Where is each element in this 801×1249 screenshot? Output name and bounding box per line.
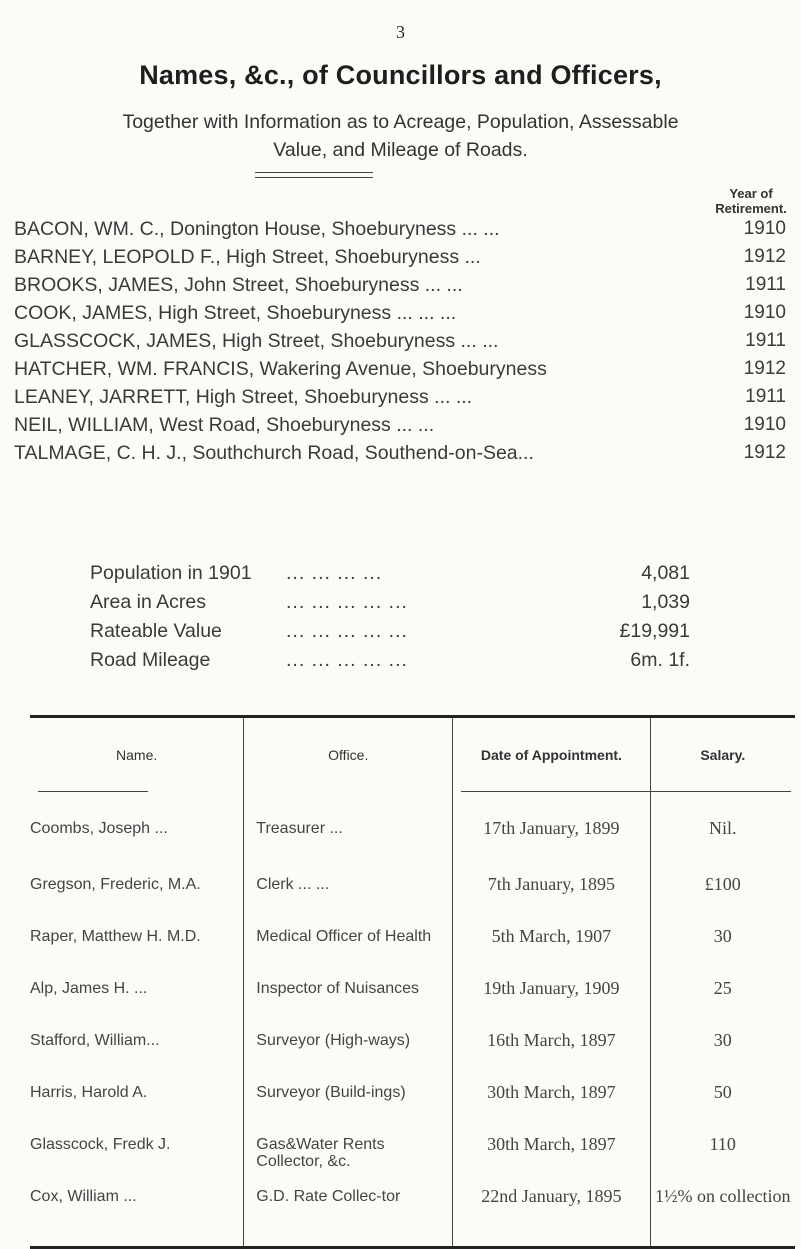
councillor-row [14, 414, 786, 442]
stat-label: Population in 1901 [90, 562, 252, 584]
officer-name: Raper, Matthew H. M.D. [30, 928, 201, 945]
councillor-entry: TALMAGE, C. H. J., Southchurch Road, Southend-on-Sea... [14, 442, 534, 464]
stat-label: Area in Acres [90, 591, 206, 613]
stat-value: £19,991 [619, 620, 690, 642]
appointment-date: 5th March, 1907 [453, 928, 650, 980]
councillor-row [14, 330, 786, 358]
councillor-entry: BROOKS, JAMES, John Street, Shoeburyness ... ... [14, 274, 463, 296]
officer-office: Surveyor (High-ways) [244, 1032, 453, 1084]
councillor-row [14, 302, 786, 330]
table-row [30, 928, 795, 980]
subtitle-line-2: Value, and Mileage of Roads. [273, 139, 528, 161]
councillor-entry: HATCHER, WM. FRANCIS, Wakering Avenue, Shoeburyness [14, 358, 547, 380]
appointment-date: 19th January, 1909 [453, 980, 650, 1032]
councillor-entry: LEANEY, JARRETT, High Street, Shoeburyness ... ... [14, 386, 473, 408]
table-row [30, 1032, 795, 1084]
appointment-date: 30th March, 1897 [453, 1084, 650, 1136]
officer-salary: 25 [650, 980, 795, 1032]
retirement-year: 1912 [743, 246, 786, 267]
retirement-year: 1911 [745, 386, 786, 407]
header-office-label: Office. [328, 747, 369, 763]
officer-name: Stafford, William... [30, 1032, 160, 1049]
councillor-entry: GLASSCOCK, JAMES, High Street, Shoeburyness ... ... [14, 330, 499, 352]
table-row [30, 876, 795, 928]
stat-value: 4,081 [641, 562, 690, 584]
officer-office: G.D. Rate Collec-tor [244, 1188, 453, 1248]
stat-value: 6m. 1f. [630, 649, 690, 671]
officer-name: Alp, James H. ... [30, 980, 148, 997]
column-header-name [30, 717, 244, 793]
officer-office: Medical Officer of Health [244, 928, 453, 980]
district-statistics [90, 562, 690, 678]
header-salary-label: Salary. [700, 747, 746, 763]
officer-salary: £100 [650, 876, 795, 928]
retirement-year: 1912 [743, 442, 786, 463]
page-subtitle [60, 108, 741, 164]
councillor-entry: BACON, WM. C., Donington House, Shoeburyness ... ... [14, 218, 500, 240]
councillor-row [14, 218, 786, 246]
stat-value: 1,039 [641, 591, 690, 613]
retirement-column-header [701, 186, 801, 216]
stat-leader-dots: ... ... ... ... ... [286, 649, 408, 671]
officer-salary: Nil. [650, 792, 795, 876]
officer-name: Harris, Harold A. [30, 1084, 148, 1101]
retirement-year: 1911 [745, 330, 786, 351]
councillor-entry: COOK, JAMES, High Street, Shoeburyness ... ... ... [14, 302, 457, 324]
appointment-date: 7th January, 1895 [453, 876, 650, 928]
header-underline [38, 791, 148, 792]
officer-salary: 110 [650, 1136, 795, 1188]
stat-row [90, 649, 690, 678]
officer-office: Clerk ... ... [244, 876, 453, 928]
stat-row [90, 620, 690, 649]
officer-name: Glasscock, Fredk J. [30, 1136, 171, 1153]
officer-office: Inspector of Nuisances [244, 980, 453, 1032]
table-row [30, 1084, 795, 1136]
councillor-row [14, 246, 786, 274]
stat-leader-dots: ... ... ... ... ... [286, 620, 408, 642]
table-row [30, 980, 795, 1032]
page-title: Names, &c., of Councillors and Officers, [139, 60, 662, 90]
officer-name: Cox, William ... [30, 1188, 137, 1205]
stat-leader-dots: ... ... ... ... ... [286, 591, 408, 613]
councillor-list [14, 218, 786, 470]
appointment-date: 16th March, 1897 [453, 1032, 650, 1084]
councillor-row [14, 386, 786, 414]
stat-label: Road Mileage [90, 649, 211, 671]
retirement-year: 1910 [743, 302, 786, 323]
officer-name: Gregson, Frederic, M.A. [30, 876, 201, 893]
retirement-year: 1911 [745, 274, 786, 295]
stat-row [90, 562, 690, 591]
officer-office: Gas&Water Rents Collector, &c. [244, 1136, 453, 1188]
retirement-year: 1910 [743, 218, 786, 239]
stat-label: Rateable Value [90, 620, 222, 642]
retirement-year: 1912 [743, 358, 786, 379]
header-underline [461, 791, 651, 792]
page-number: 3 [396, 22, 405, 42]
table-row [30, 792, 795, 876]
appointment-date: 17th January, 1899 [453, 792, 650, 876]
officer-salary: 50 [650, 1084, 795, 1136]
retirement-year: 1910 [743, 414, 786, 435]
stat-leader-dots: ... ... ... ... [286, 562, 383, 584]
subtitle-line-1: Together with Information as to Acreage, Population, Assessable [122, 111, 679, 133]
header-underline [651, 791, 791, 792]
councillor-row [14, 442, 786, 470]
retirement-header-line-2: Retirement. [715, 201, 787, 216]
appointment-date: 30th March, 1897 [453, 1136, 650, 1188]
stat-row [90, 591, 690, 620]
header-name-label: Name. [116, 747, 158, 763]
double-rule-divider [255, 172, 373, 178]
column-header-office [244, 717, 453, 793]
column-header-salary [650, 717, 795, 793]
officer-salary: 30 [650, 1032, 795, 1084]
appointment-date: 22nd January, 1895 [453, 1188, 650, 1248]
retirement-header-line-1: Year of [729, 186, 773, 201]
officer-salary: 30 [650, 928, 795, 980]
officer-name: Coombs, Joseph ... [30, 820, 168, 837]
column-header-date [453, 717, 650, 793]
officer-office: Surveyor (Build-ings) [244, 1084, 453, 1136]
councillor-entry: BARNEY, LEOPOLD F., High Street, Shoeburyness ... [14, 246, 481, 268]
table-row [30, 1136, 795, 1188]
councillor-entry: NEIL, WILLIAM, West Road, Shoeburyness ... ... [14, 414, 435, 436]
officers-table [30, 715, 795, 1249]
officer-salary: 1½% on collection [650, 1188, 795, 1248]
councillor-row [14, 274, 786, 302]
header-date-label: Date of Appointment. [480, 747, 622, 763]
councillor-row [14, 358, 786, 386]
table-header-row [30, 717, 795, 793]
officer-office: Treasurer ... [244, 792, 453, 876]
